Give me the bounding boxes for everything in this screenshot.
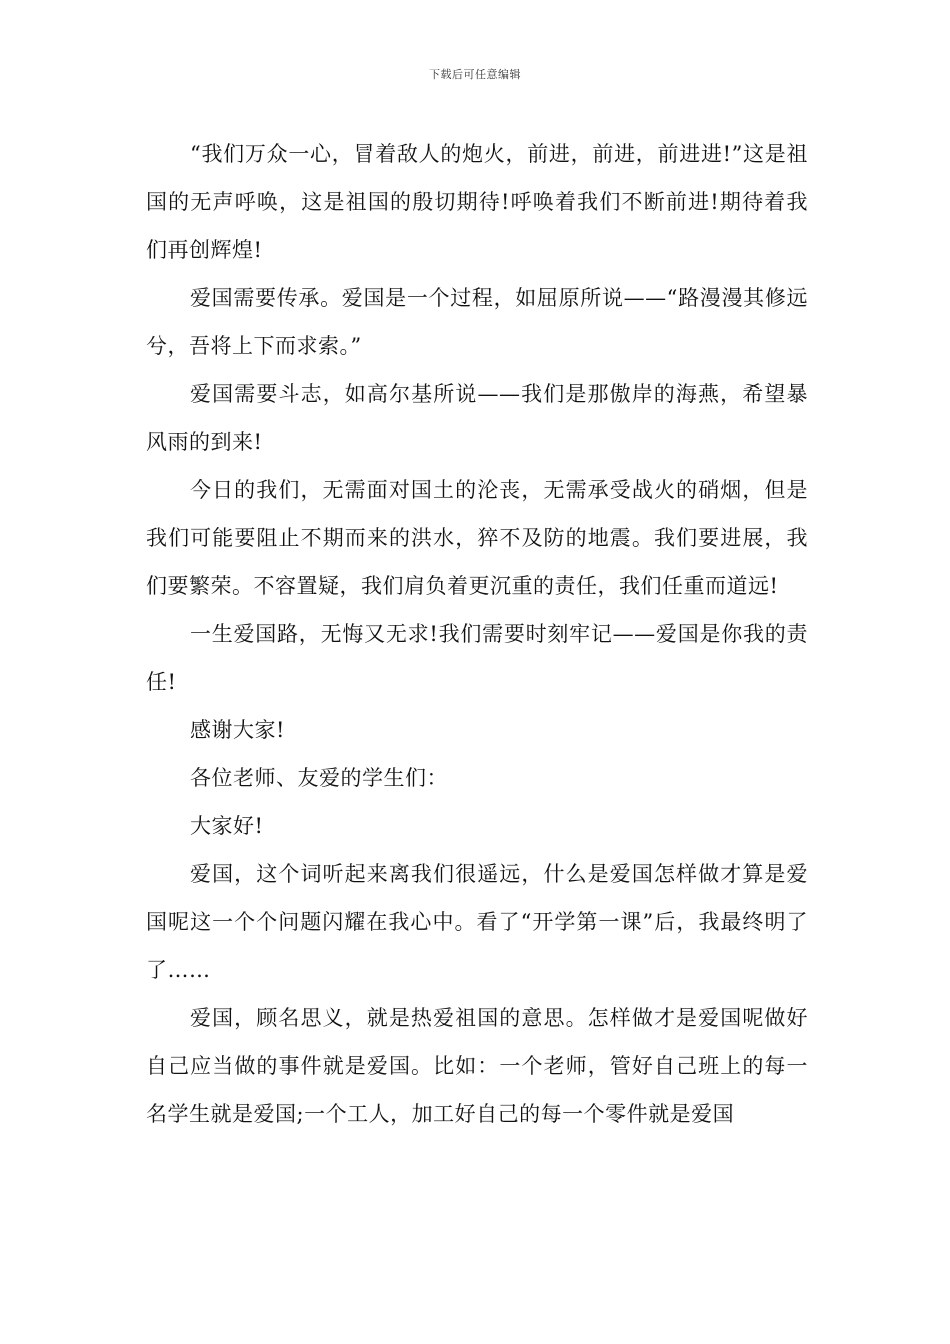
paragraph: 感谢大家! bbox=[190, 718, 285, 742]
paragraph: 爱国，这个词听起来离我们很遥远，什么是爱国怎样做才算是爱国呢这一个个问题闪耀在我心中。看了“开学第一课”后，我最终明了了…… bbox=[146, 862, 808, 982]
paragraph: 今日的我们，无需面对国土的沦丧，无需承受战火的硝烟，但是我们可能要阻止不期而来的洪水，猝不及防的地震。我们要进展，我们要繁荣。不容置疑，我们肩负着更沉重的责任，我们任重而道远! bbox=[146, 478, 808, 598]
paragraph: 各位老师、友爱的学生们： bbox=[190, 766, 448, 790]
paragraph: 爱国需要传承。爱国是一个过程，如屈原所说——“路漫漫其修远兮，吾将上下而求索。” bbox=[146, 286, 808, 358]
paragraph: 爱国需要斗志，如高尔基所说——我们是那傲岸的海燕，希望暴风雨的到来! bbox=[146, 382, 808, 454]
page-header: 下载后可任意编辑 bbox=[429, 68, 521, 81]
document-body bbox=[146, 130, 808, 1138]
paragraph: 爱国，顾名思义，就是热爱祖国的意思。怎样做才是爱国呢做好自己应当做的事件就是爱国。比如：一个老师，管好自己班上的每一名学生就是爱国;一个工人，加工好自己的每一个零件就是爱国 bbox=[146, 1006, 808, 1126]
paragraph: 一生爱国路，无悔又无求!我们需要时刻牢记——爱国是你我的责任! bbox=[146, 622, 808, 694]
paragraph: 大家好! bbox=[190, 814, 264, 838]
paragraph: “我们万众一心，冒着敌人的炮火，前进，前进，前进进!”这是祖国的无声呼唤，这是祖国的殷切期待!呼唤着我们不断前进!期待着我们再创辉煌! bbox=[146, 142, 808, 262]
